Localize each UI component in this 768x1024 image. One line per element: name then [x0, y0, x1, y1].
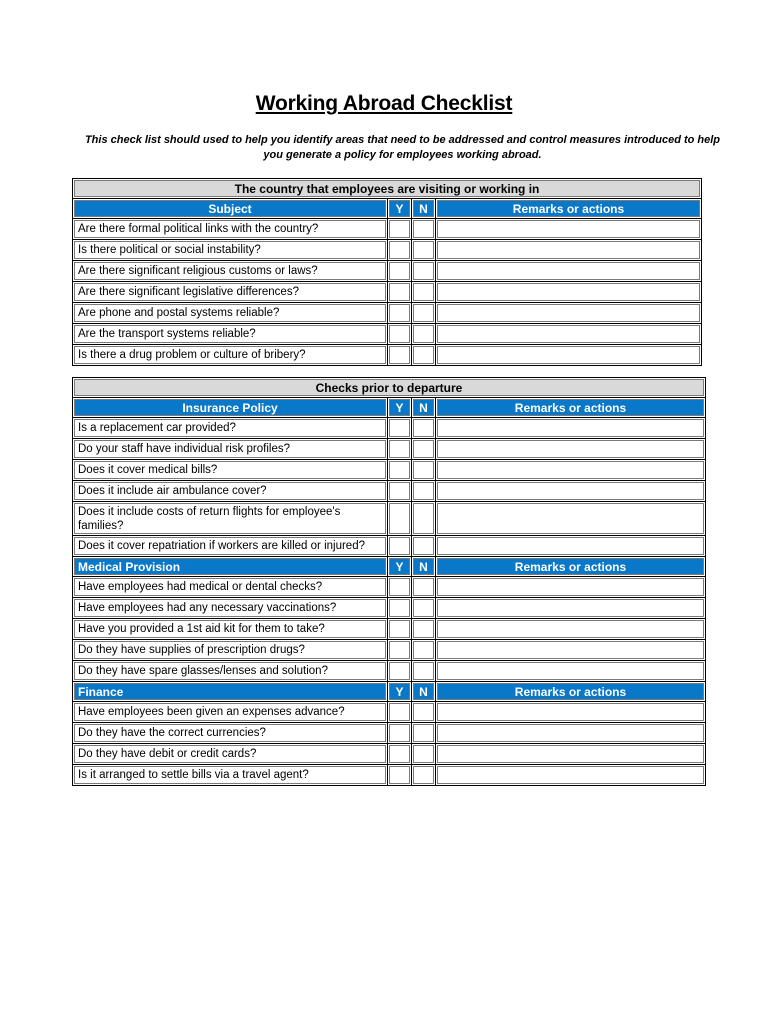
yes-checkbox-cell[interactable] [388, 577, 412, 598]
remarks-cell[interactable] [436, 661, 706, 682]
yes-checkbox-cell[interactable] [388, 261, 412, 282]
table-row [73, 723, 706, 744]
no-header: N [412, 557, 436, 577]
table-row [73, 345, 702, 366]
yes-checkbox-cell[interactable] [388, 723, 412, 744]
remarks-header: Remarks or actions [436, 682, 706, 702]
yes-checkbox-cell[interactable] [388, 460, 412, 481]
no-checkbox-cell[interactable] [412, 240, 436, 261]
remarks-cell[interactable] [436, 502, 706, 536]
remarks-cell[interactable] [436, 619, 706, 640]
yes-checkbox-cell[interactable] [388, 481, 412, 502]
no-checkbox-cell[interactable] [412, 723, 436, 744]
page-title: Working Abroad Checklist [255, 92, 513, 115]
question-cell: Are there significant religious customs or laws? [73, 261, 388, 282]
remarks-cell[interactable] [436, 702, 706, 723]
table-row [73, 439, 706, 460]
table-row [73, 324, 702, 345]
remarks-cell[interactable] [436, 439, 706, 460]
yes-header: Y [388, 557, 412, 577]
yes-checkbox-cell[interactable] [388, 418, 412, 439]
no-checkbox-cell[interactable] [412, 345, 436, 366]
column-header-row [73, 682, 706, 702]
table-row [73, 219, 702, 240]
remarks-cell[interactable] [436, 324, 702, 345]
yes-checkbox-cell[interactable] [388, 282, 412, 303]
no-checkbox-cell[interactable] [412, 765, 436, 786]
table-row [73, 240, 702, 261]
no-checkbox-cell[interactable] [412, 577, 436, 598]
question-cell: Do your staff have individual risk profiles? [73, 439, 388, 460]
subject-header: Finance [73, 682, 388, 702]
remarks-cell[interactable] [436, 577, 706, 598]
no-checkbox-cell[interactable] [412, 619, 436, 640]
yes-checkbox-cell[interactable] [388, 502, 412, 536]
table-row [73, 481, 706, 502]
no-checkbox-cell[interactable] [412, 598, 436, 619]
section-title: Checks prior to departure [73, 378, 706, 398]
remarks-cell[interactable] [436, 240, 702, 261]
remarks-cell[interactable] [436, 282, 702, 303]
remarks-cell[interactable] [436, 418, 706, 439]
no-checkbox-cell[interactable] [412, 502, 436, 536]
yes-checkbox-cell[interactable] [388, 744, 412, 765]
no-checkbox-cell[interactable] [412, 439, 436, 460]
question-cell: Does it include air ambulance cover? [73, 481, 388, 502]
question-cell: Are the transport systems reliable? [73, 324, 388, 345]
table-row [73, 744, 706, 765]
table-row [73, 577, 706, 598]
question-cell: Do they have spare glasses/lenses and solution? [73, 661, 388, 682]
no-checkbox-cell[interactable] [412, 460, 436, 481]
column-header-row [73, 199, 702, 219]
no-checkbox-cell[interactable] [412, 481, 436, 502]
question-cell: Is there a drug problem or culture of bribery? [73, 345, 388, 366]
table-row [73, 765, 706, 786]
no-checkbox-cell[interactable] [412, 261, 436, 282]
yes-checkbox-cell[interactable] [388, 536, 412, 557]
intro-text: This check list should used to help you identify areas that need to be addressed and control measures introduced to help you generate a policy for employees working abroad. [84, 134, 721, 161]
no-checkbox-cell[interactable] [412, 640, 436, 661]
subject-header: Insurance Policy [73, 398, 388, 418]
no-checkbox-cell[interactable] [412, 324, 436, 345]
yes-header: Y [388, 398, 412, 418]
no-checkbox-cell[interactable] [412, 536, 436, 557]
no-checkbox-cell[interactable] [412, 282, 436, 303]
section-title: The country that employees are visiting or working in [73, 179, 702, 199]
yes-checkbox-cell[interactable] [388, 619, 412, 640]
remarks-cell[interactable] [436, 481, 706, 502]
table-row [73, 303, 702, 324]
remarks-cell[interactable] [436, 303, 702, 324]
question-cell: Are there formal political links with the country? [73, 219, 388, 240]
no-header: N [412, 398, 436, 418]
yes-checkbox-cell[interactable] [388, 661, 412, 682]
table-row [73, 661, 706, 682]
no-checkbox-cell[interactable] [412, 744, 436, 765]
yes-checkbox-cell[interactable] [388, 345, 412, 366]
question-cell: Are there significant legislative differences? [73, 282, 388, 303]
question-cell: Is it arranged to settle bills via a travel agent? [73, 765, 388, 786]
table-row [73, 282, 702, 303]
remarks-cell[interactable] [436, 261, 702, 282]
remarks-cell[interactable] [436, 536, 706, 557]
remarks-header: Remarks or actions [436, 398, 706, 418]
departure-checklist-table [72, 377, 706, 786]
remarks-header: Remarks or actions [436, 199, 702, 219]
yes-checkbox-cell[interactable] [388, 303, 412, 324]
remarks-cell[interactable] [436, 640, 706, 661]
yes-header: Y [388, 199, 412, 219]
question-cell: Is there political or social instability? [73, 240, 388, 261]
yes-checkbox-cell[interactable] [388, 240, 412, 261]
remarks-cell[interactable] [436, 219, 702, 240]
remarks-cell[interactable] [436, 744, 706, 765]
table-row [73, 261, 702, 282]
remarks-cell[interactable] [436, 765, 706, 786]
no-checkbox-cell[interactable] [412, 418, 436, 439]
yes-checkbox-cell[interactable] [388, 324, 412, 345]
table-row [73, 502, 706, 536]
column-header-row [73, 398, 706, 418]
no-header: N [412, 682, 436, 702]
no-checkbox-cell[interactable] [412, 219, 436, 240]
question-cell: Does it cover medical bills? [73, 460, 388, 481]
remarks-header: Remarks or actions [436, 557, 706, 577]
question-cell: Do they have debit or credit cards? [73, 744, 388, 765]
table-row [73, 598, 706, 619]
table-row [73, 460, 706, 481]
table-row [73, 418, 706, 439]
question-cell: Does it cover repatriation if workers are killed or injured? [73, 536, 388, 557]
question-cell: Have you provided a 1st aid kit for them to take? [73, 619, 388, 640]
subject-header: Medical Provision [73, 557, 388, 577]
section-header-row [73, 378, 706, 398]
yes-checkbox-cell[interactable] [388, 702, 412, 723]
country-checklist-table [72, 178, 702, 366]
table-row [73, 640, 706, 661]
question-cell: Do they have the correct currencies? [73, 723, 388, 744]
no-checkbox-cell[interactable] [412, 661, 436, 682]
yes-header: Y [388, 682, 412, 702]
question-cell: Does it include costs of return flights for employee's families? [73, 502, 388, 536]
table-row [73, 619, 706, 640]
question-cell: Have employees had medical or dental checks? [73, 577, 388, 598]
subject-header: Subject [73, 199, 388, 219]
remarks-cell[interactable] [436, 460, 706, 481]
yes-checkbox-cell[interactable] [388, 765, 412, 786]
yes-checkbox-cell[interactable] [388, 439, 412, 460]
section-header-row [73, 179, 702, 199]
no-header: N [412, 199, 436, 219]
yes-checkbox-cell[interactable] [388, 219, 412, 240]
yes-checkbox-cell[interactable] [388, 640, 412, 661]
column-header-row [73, 557, 706, 577]
remarks-cell[interactable] [436, 345, 702, 366]
question-cell: Are phone and postal systems reliable? [73, 303, 388, 324]
table-row [73, 536, 706, 557]
question-cell: Is a replacement car provided? [73, 418, 388, 439]
yes-checkbox-cell[interactable] [388, 598, 412, 619]
remarks-cell[interactable] [436, 723, 706, 744]
no-checkbox-cell[interactable] [412, 702, 436, 723]
question-cell: Do they have supplies of prescription drugs? [73, 640, 388, 661]
question-cell: Have employees been given an expenses advance? [73, 702, 388, 723]
question-cell: Have employees had any necessary vaccinations? [73, 598, 388, 619]
table-row [73, 702, 706, 723]
remarks-cell[interactable] [436, 598, 706, 619]
no-checkbox-cell[interactable] [412, 303, 436, 324]
